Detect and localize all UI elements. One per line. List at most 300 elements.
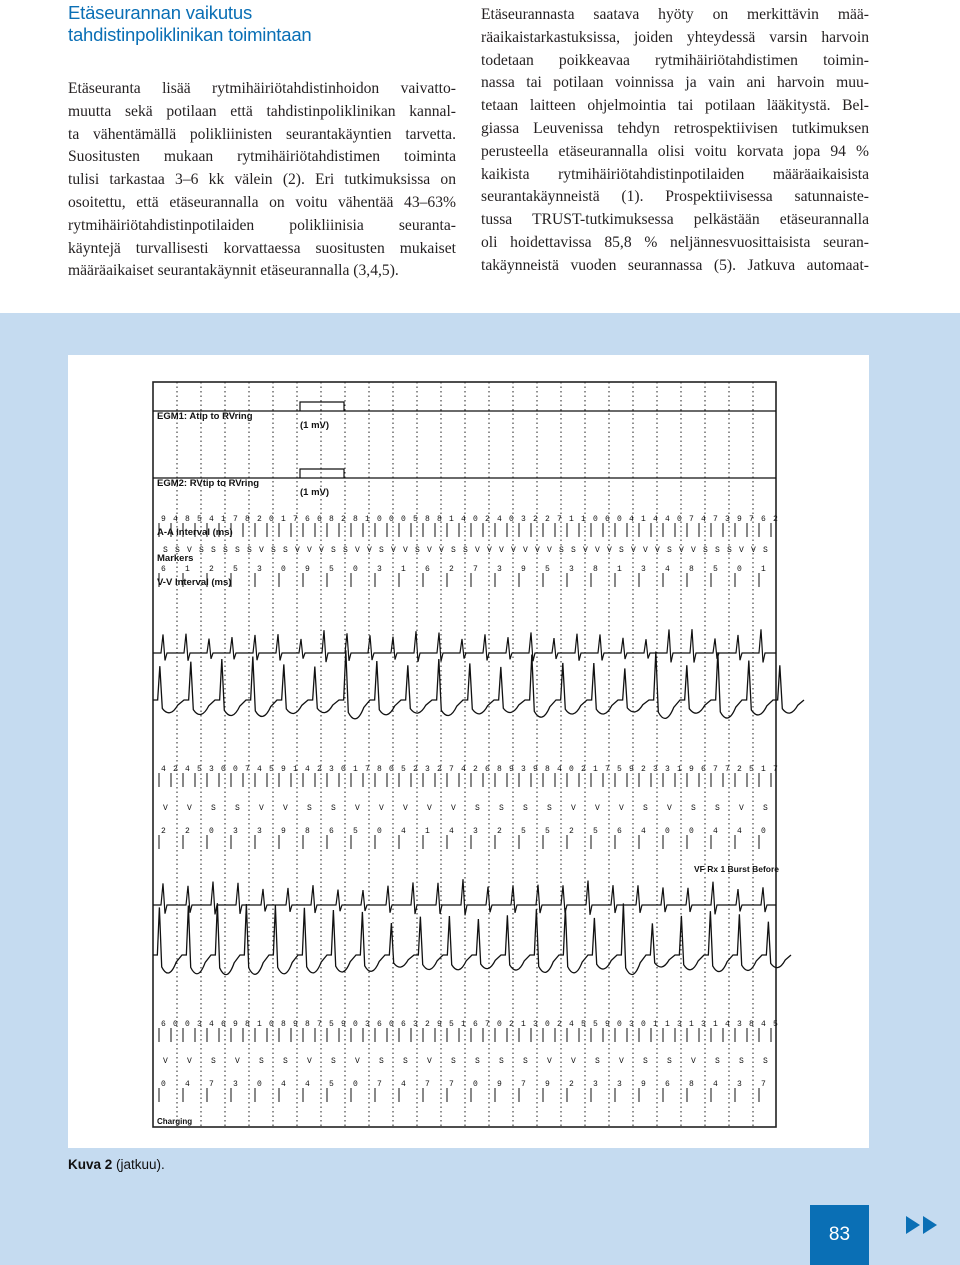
aa-interval-row-3-digit: 0 [173, 1020, 178, 1029]
vv-interval-row-2-digit: 0 [689, 827, 694, 836]
aa-interval-row-1-digit: 0 [269, 515, 274, 524]
vv-interval-row-1-digit: 5 [329, 565, 334, 574]
vv-interval-row-1-digit: 5 [233, 565, 238, 574]
aa-interval-row-2-digit: 2 [317, 765, 322, 774]
aa-interval-row-2-digit: 3 [425, 765, 430, 774]
aa-interval-row-1-digit: 2 [485, 515, 490, 524]
vv-interval-row-1-digit: 1 [617, 565, 622, 574]
marker-row-1: V [583, 546, 588, 555]
vv-interval-row-3-digit: 4 [281, 1080, 286, 1089]
aa-interval-row-1-digit: 1 [281, 515, 286, 524]
section-heading [68, 2, 456, 46]
aa-interval-row-2-digit: 2 [413, 765, 418, 774]
marker-row-3: S [595, 1057, 600, 1066]
aa-interval-row-2-digit: 0 [389, 765, 394, 774]
vv-interval-row-2-digit: 3 [233, 827, 238, 836]
marker-row-2: S [547, 804, 552, 813]
egm1-calibration-pulse [300, 402, 344, 411]
marker-row-1: V [259, 546, 264, 555]
aa-interval-row-3-digit: 3 [677, 1020, 682, 1029]
vv-interval-row-1-digit: 0 [737, 565, 742, 574]
marker-row-2: S [643, 804, 648, 813]
marker-row-1: V [607, 546, 612, 555]
ecg-marker-annotations [159, 515, 778, 1102]
aa-interval-row-1-digit: 1 [365, 515, 370, 524]
aa-interval-row-1-digit: 6 [605, 515, 610, 524]
aa-interval-row-2-digit: 4 [161, 765, 166, 774]
marker-row-1: S [343, 546, 348, 555]
aa-interval-row-1-digit: 4 [461, 515, 466, 524]
vv-interval-row-1-digit: 6 [161, 565, 166, 574]
aa-interval-row-3-digit: 0 [545, 1020, 550, 1029]
vv-interval-row-3-digit: 7 [449, 1080, 454, 1089]
aa-interval-row-1-digit: 0 [677, 515, 682, 524]
marker-row-1: V [535, 546, 540, 555]
vv-interval-row-3-digit: 4 [713, 1080, 718, 1089]
marker-row-1: V [679, 546, 684, 555]
aa-interval-row-1-digit: 0 [389, 515, 394, 524]
vv-interval-row-3-digit: 0 [473, 1080, 478, 1089]
marker-row-2: V [379, 804, 384, 813]
aa-interval-row-2-digit: 7 [725, 765, 730, 774]
aa-interval-row-1-digit: 1 [449, 515, 454, 524]
right-column [481, 0, 869, 278]
aa-interval-row-3-digit: 6 [473, 1020, 478, 1029]
marker-row-3: V [355, 1057, 360, 1066]
ecg-frame [153, 382, 776, 1127]
text-line: tulisi tarkastaa 3–6 kk välein (2). Eri tutkimuksissa on [68, 171, 456, 189]
marker-row-3: S [379, 1057, 384, 1066]
aa-interval-row-1-digit: 8 [437, 515, 442, 524]
marker-row-2: S [475, 804, 480, 813]
marker-row-2: V [259, 804, 264, 813]
aa-interval-row-3-digit: 8 [305, 1020, 310, 1029]
aa-interval-row-2-digit: 2 [437, 765, 442, 774]
aa-interval-row-3-digit: 1 [257, 1020, 262, 1029]
aa-interval-row-3-digit: 8 [749, 1020, 754, 1029]
vv-interval-row-3-digit: 6 [665, 1080, 670, 1089]
aa-interval-row-2-digit: 5 [749, 765, 754, 774]
marker-row-1: V [187, 546, 192, 555]
aa-interval-row-2-digit: 1 [353, 765, 358, 774]
aa-interval-row-2-digit: 9 [509, 765, 514, 774]
vv-interval-row-2-digit: 6 [329, 827, 334, 836]
aa-interval-row-3-digit: 9 [293, 1020, 298, 1029]
aa-interval-row-1-digit: 2 [341, 515, 346, 524]
aa-interval-row-1-digit: 5 [197, 515, 202, 524]
left-paragraph [68, 78, 456, 283]
aa-interval-row-3-digit: 0 [641, 1020, 646, 1029]
aa-interval-row-2-digit: 2 [641, 765, 646, 774]
text-line: Suositusten mukaan rytmihäiriötahdistimen toiminta [68, 148, 456, 166]
vv-interval-row-3-digit: 7 [377, 1080, 382, 1089]
vv-interval-row-1-digit: 5 [713, 565, 718, 574]
aa-interval-row-2-digit: 7 [773, 765, 778, 774]
text-line: tetaan laitteen ohjelmointia tai potilaan lääkitystä. Bel- [481, 97, 869, 115]
marker-row-1: V [487, 546, 492, 555]
aa-interval-row-3-digit: 7 [317, 1020, 322, 1029]
marker-row-2: V [739, 804, 744, 813]
aa-interval-row-3-digit: 3 [533, 1020, 538, 1029]
text-line: kaikista rytmihäiriötahdistinpotilaiden määräaikaisista [481, 165, 869, 183]
marker-row-2: V [667, 804, 672, 813]
vv-interval-row-2-digit: 0 [377, 827, 382, 836]
vv-interval-row-2-digit: 4 [449, 827, 454, 836]
aa-interval-row-3-digit: 0 [389, 1020, 394, 1029]
aa-interval-row-3-digit: 0 [185, 1020, 190, 1029]
vv-interval-row-3-digit: 7 [209, 1080, 214, 1089]
marker-row-1: V [751, 546, 756, 555]
marker-row-3: S [763, 1057, 768, 1066]
aa-interval-row-3-digit: 1 [461, 1020, 466, 1029]
aa-interval-row-3-digit: 5 [773, 1020, 778, 1029]
vv-interval-row-1-digit: 3 [377, 565, 382, 574]
aa-interval-row-3-digit: 5 [581, 1020, 586, 1029]
vv-interval-row-1-digit: 3 [569, 565, 574, 574]
marker-row-3: S [283, 1057, 288, 1066]
marker-row-1: V [655, 546, 660, 555]
vv-interval-row-3-digit: 7 [761, 1080, 766, 1089]
aa-interval-row-3-digit: 5 [593, 1020, 598, 1029]
egm2-trace-strip-1 [153, 650, 804, 719]
vv-interval-row-1-digit: 3 [497, 565, 502, 574]
aa-interval-row-2-digit: 9 [281, 765, 286, 774]
aa-interval-row-2-digit: 0 [233, 765, 238, 774]
aa-interval-row-1-digit: 7 [557, 515, 562, 524]
marker-row-2: V [163, 804, 168, 813]
marker-row-2: V [283, 804, 288, 813]
marker-row-1: S [283, 546, 288, 555]
aa-interval-row-3-digit: 1 [665, 1020, 670, 1029]
aa-interval-row-1-digit: 1 [221, 515, 226, 524]
marker-row-2: S [763, 804, 768, 813]
marker-row-2: S [331, 804, 336, 813]
marker-row-3: V [163, 1057, 168, 1066]
vv-interval-row-1-digit: 1 [401, 565, 406, 574]
vv-interval-row-3-digit: 9 [545, 1080, 550, 1089]
aa-interval-row-1-digit: 6 [761, 515, 766, 524]
aa-interval-row-2-digit: 5 [269, 765, 274, 774]
marker-row-1: S [331, 546, 336, 555]
aa-interval-row-3-digit: 1 [653, 1020, 658, 1029]
aa-interval-row-1-digit: 8 [353, 515, 358, 524]
marker-row-1: S [703, 546, 708, 555]
marker-row-3: S [715, 1057, 720, 1066]
aa-interval-row-3-digit: 3 [629, 1020, 634, 1029]
aa-interval-row-2-digit: 4 [257, 765, 262, 774]
aa-interval-row-1-digit: 4 [701, 515, 706, 524]
aa-interval-row-1-digit: 8 [185, 515, 190, 524]
marker-row-1: V [631, 546, 636, 555]
aa-interval-row-2-digit: 3 [329, 765, 334, 774]
marker-row-3: V [619, 1057, 624, 1066]
egm1-scale-label: (1 mV) [300, 420, 330, 431]
aa-interval-row-1-digit: 4 [653, 515, 658, 524]
marker-row-1: V [739, 546, 744, 555]
aa-interval-row-2-digit: 7 [605, 765, 610, 774]
vv-interval-row-2-digit: 8 [305, 827, 310, 836]
vv-interval-row-3-digit: 3 [233, 1080, 238, 1089]
aa-interval-row-2-digit: 7 [713, 765, 718, 774]
aa-interval-row-2-digit: 4 [461, 765, 466, 774]
vv-interval-row-1-digit: 2 [209, 565, 214, 574]
marker-row-2: S [691, 804, 696, 813]
aa-interval-row-1-digit: 1 [569, 515, 574, 524]
aa-interval-row-2-digit: 0 [569, 765, 574, 774]
aa-interval-row-1-digit: 2 [257, 515, 262, 524]
aa-interval-row-1-digit: 8 [245, 515, 250, 524]
double-arrow-right-icon [906, 1216, 940, 1234]
vv-interval-row-2-digit: 4 [737, 827, 742, 836]
marker-row-1: S [415, 546, 420, 555]
vv-interval-row-3-digit: 0 [257, 1080, 262, 1089]
aa-interval-row-3-digit: 9 [605, 1020, 610, 1029]
aa-interval-row-3-digit: 1 [713, 1020, 718, 1029]
aa-interval-row-1-digit: 4 [665, 515, 670, 524]
vv-interval-row-1-digit: 3 [641, 565, 646, 574]
aa-interval-label: A-A Interval (ms) [157, 527, 233, 538]
aa-interval-row-2-digit: 4 [557, 765, 562, 774]
marker-row-3: S [499, 1057, 504, 1066]
marker-row-1: V [295, 546, 300, 555]
aa-interval-row-3-digit: 3 [413, 1020, 418, 1029]
egm2-scale-label: (1 mV) [300, 487, 330, 498]
vv-interval-row-2-digit: 3 [473, 827, 478, 836]
marker-row-2: S [235, 804, 240, 813]
aa-interval-row-3-digit: 2 [425, 1020, 430, 1029]
marker-row-3: S [259, 1057, 264, 1066]
figure-caption [68, 1157, 165, 1172]
text-line: ta vähentämällä polikliinisten seurantakäyntien tarvetta. [68, 125, 456, 143]
aa-interval-row-1-digit: 1 [581, 515, 586, 524]
aa-interval-row-2-digit: 7 [449, 765, 454, 774]
vv-interval-row-3-digit: 7 [425, 1080, 430, 1089]
text-line: seurantakäynneistä (1). Prospektiivisessa satunnaiste- [481, 188, 869, 206]
aa-interval-row-2-digit: 7 [365, 765, 370, 774]
egm2-calibration-pulse [300, 469, 344, 478]
aa-interval-row-1-digit: 6 [317, 515, 322, 524]
aa-interval-row-2-digit: 8 [545, 765, 550, 774]
marker-row-3: V [691, 1057, 696, 1066]
vv-interval-row-3-digit: 4 [401, 1080, 406, 1089]
aa-interval-row-1-digit: 7 [713, 515, 718, 524]
text-line: giassa Leuvenissa tehdyn retrospektiivisen tutkimuksen [481, 119, 869, 137]
vv-interval-row-3-digit: 9 [641, 1080, 646, 1089]
marker-row-1: V [547, 546, 552, 555]
aa-interval-row-2-digit: 6 [701, 765, 706, 774]
aa-interval-row-2-digit: 6 [485, 765, 490, 774]
marker-row-2: V [619, 804, 624, 813]
marker-row-2: V [355, 804, 360, 813]
aa-interval-row-3-digit: 0 [269, 1020, 274, 1029]
marker-row-1: S [223, 546, 228, 555]
page-number-text: 83 [828, 1224, 851, 1245]
marker-row-1: S [667, 546, 672, 555]
aa-interval-row-1-digit: 7 [749, 515, 754, 524]
aa-interval-row-1-digit: 0 [509, 515, 514, 524]
aa-interval-row-2-digit: 8 [497, 765, 502, 774]
marker-row-1: V [367, 546, 372, 555]
aa-interval-row-3-digit: 8 [245, 1020, 250, 1029]
aa-interval-row-2-digit: 3 [521, 765, 526, 774]
ecg-grid [153, 382, 776, 1127]
vv-interval-row-2-digit: 3 [257, 827, 262, 836]
vv-interval-row-3-digit: 3 [593, 1080, 598, 1089]
marker-row-3: S [211, 1057, 216, 1066]
text-line: oli hoidettavissa 85,8 % neljännesvuosittaisista seuran- [481, 233, 869, 251]
marker-row-3: S [739, 1057, 744, 1066]
aa-interval-row-2-digit: 1 [761, 765, 766, 774]
vv-interval-row-2-digit: 0 [761, 827, 766, 836]
marker-row-3: V [235, 1057, 240, 1066]
aa-interval-row-1-digit: 0 [377, 515, 382, 524]
marker-row-2: V [427, 804, 432, 813]
vv-interval-row-1-digit: 3 [257, 565, 262, 574]
marker-row-3: V [547, 1057, 552, 1066]
vv-interval-row-2-digit: 5 [545, 827, 550, 836]
text-line: todetaan poikkeavaa rytmihäiriötahdistimen toimin- [481, 51, 869, 69]
text-line: muutta sekä potilaan että tahdistinpoliklinikan kannal- [68, 102, 456, 120]
vv-interval-row-1-digit: 9 [521, 565, 526, 574]
aa-interval-row-3-digit: 6 [401, 1020, 406, 1029]
vv-interval-row-2-digit: 4 [713, 827, 718, 836]
aa-interval-row-1-digit: 9 [161, 515, 166, 524]
aa-interval-row-1-digit: 7 [293, 515, 298, 524]
vv-interval-row-1-digit: 2 [449, 565, 454, 574]
figure-panel [68, 355, 869, 1148]
egm1-label: EGM1: Atip to RVring [157, 411, 253, 422]
aa-interval-row-3-digit: 3 [737, 1020, 742, 1029]
marker-row-2: V [187, 804, 192, 813]
marker-row-1: S [247, 546, 252, 555]
aa-interval-row-3-digit: 6 [377, 1020, 382, 1029]
aa-interval-row-1-digit: 7 [689, 515, 694, 524]
aa-interval-row-1-digit: 4 [173, 515, 178, 524]
aa-interval-row-3-digit: 3 [197, 1020, 202, 1029]
vv-interval-row-2-digit: 2 [185, 827, 190, 836]
aa-interval-row-1-digit: 3 [725, 515, 730, 524]
marker-row-1: S [451, 546, 456, 555]
aa-interval-row-3-digit: 0 [353, 1020, 358, 1029]
marker-row-3: S [643, 1057, 648, 1066]
vv-interval-row-3-digit: 8 [689, 1080, 694, 1089]
marker-row-1: S [199, 546, 204, 555]
aa-interval-row-1-digit: 4 [209, 515, 214, 524]
aa-interval-row-1-digit: 0 [473, 515, 478, 524]
aa-interval-row-3-digit: 1 [689, 1020, 694, 1029]
vv-interval-row-2-digit: 9 [281, 827, 286, 836]
vv-interval-row-1-digit: 6 [425, 565, 430, 574]
marker-row-1: V [403, 546, 408, 555]
marker-row-1: S [559, 546, 564, 555]
aa-interval-row-2-digit: 5 [197, 765, 202, 774]
marker-row-1: S [235, 546, 240, 555]
aa-interval-row-3-digit: 6 [161, 1020, 166, 1029]
vv-interval-row-2-digit: 2 [161, 827, 166, 836]
heading-line-2: tahdistinpoliklinikan toimintaan [68, 24, 312, 45]
marker-row-3: S [403, 1057, 408, 1066]
aa-interval-row-2-digit: 9 [629, 765, 634, 774]
ecg-tracing [68, 355, 869, 1148]
vv-interval-row-2-digit: 5 [593, 827, 598, 836]
aa-interval-row-2-digit: 2 [581, 765, 586, 774]
vv-interval-row-1-digit: 1 [761, 565, 766, 574]
aa-interval-row-1-digit: 2 [545, 515, 550, 524]
text-line: käyntejä turvallisesti korvattaessa suositusten mukaiset [68, 239, 456, 257]
text-line: osoitettu, että etäseurannalla on voitu vähentää 43–63% [68, 193, 456, 211]
marker-row-1: S [763, 546, 768, 555]
aa-interval-row-3-digit: 9 [233, 1020, 238, 1029]
vv-interval-row-2-digit: 2 [569, 827, 574, 836]
aa-interval-row-2-digit: 1 [593, 765, 598, 774]
vv-interval-row-3-digit: 3 [737, 1080, 742, 1089]
vv-interval-row-3-digit: 7 [521, 1080, 526, 1089]
marker-row-2: S [307, 804, 312, 813]
aa-interval-row-3-digit: 5 [449, 1020, 454, 1029]
aa-interval-row-1-digit: 2 [773, 515, 778, 524]
marker-row-2: S [523, 804, 528, 813]
aa-interval-row-2-digit: 3 [653, 765, 658, 774]
vv-interval-row-3-digit: 3 [617, 1080, 622, 1089]
vv-interval-row-2-digit: 1 [425, 827, 430, 836]
aa-interval-row-3-digit: 0 [617, 1020, 622, 1029]
marker-row-1: S [211, 546, 216, 555]
vv-interval-row-2-digit: 0 [665, 827, 670, 836]
aa-interval-row-3-digit: 6 [221, 1020, 226, 1029]
vv-interval-row-1-digit: 8 [689, 565, 694, 574]
vf-rx-label: VF Rx 1 Burst Before [694, 864, 780, 874]
marker-row-1: V [475, 546, 480, 555]
aa-interval-row-3-digit: 2 [557, 1020, 562, 1029]
vv-interval-row-2-digit: 4 [401, 827, 406, 836]
text-line: takäynneistä vuoden seurannassa (5). Jatkuva automaat- [481, 256, 869, 274]
vv-interval-row-1-digit: 5 [545, 565, 550, 574]
aa-interval-row-1-digit: 9 [737, 515, 742, 524]
aa-interval-row-3-digit: 4 [725, 1020, 730, 1029]
markers-label: Markers [157, 553, 194, 564]
aa-interval-row-1-digit: 4 [497, 515, 502, 524]
aa-interval-row-1-digit: 8 [425, 515, 430, 524]
marker-row-2: V [571, 804, 576, 813]
text-line: rytmihäiriötahdistinpotilaiden polikliinisia seuranta- [68, 216, 456, 234]
marker-row-1: V [427, 546, 432, 555]
marker-row-1: V [439, 546, 444, 555]
marker-row-1: S [715, 546, 720, 555]
marker-row-3: S [475, 1057, 480, 1066]
aa-interval-row-3-digit: 7 [485, 1020, 490, 1029]
aa-interval-row-2-digit: 8 [377, 765, 382, 774]
vv-interval-row-3-digit: 0 [161, 1080, 166, 1089]
aa-interval-row-3-digit: 9 [437, 1020, 442, 1029]
aa-interval-row-1-digit: 2 [533, 515, 538, 524]
aa-interval-row-2-digit: 1 [677, 765, 682, 774]
aa-interval-row-3-digit: 4 [761, 1020, 766, 1029]
marker-row-1: V [307, 546, 312, 555]
aa-interval-row-3-digit: 3 [365, 1020, 370, 1029]
vv-interval-row-3-digit: 4 [305, 1080, 310, 1089]
aa-interval-row-2-digit: 0 [221, 765, 226, 774]
aa-interval-row-2-digit: 3 [209, 765, 214, 774]
aa-interval-row-2-digit: 9 [533, 765, 538, 774]
heading-line-1: Etäseurannan vaikutus [68, 2, 253, 23]
page-number [810, 1205, 869, 1265]
aa-interval-row-1-digit: 3 [521, 515, 526, 524]
marker-row-1: V [511, 546, 516, 555]
marker-row-3: S [331, 1057, 336, 1066]
aa-interval-row-2-digit: 4 [305, 765, 310, 774]
marker-row-3: S [451, 1057, 456, 1066]
aa-interval-row-2-digit: 2 [473, 765, 478, 774]
